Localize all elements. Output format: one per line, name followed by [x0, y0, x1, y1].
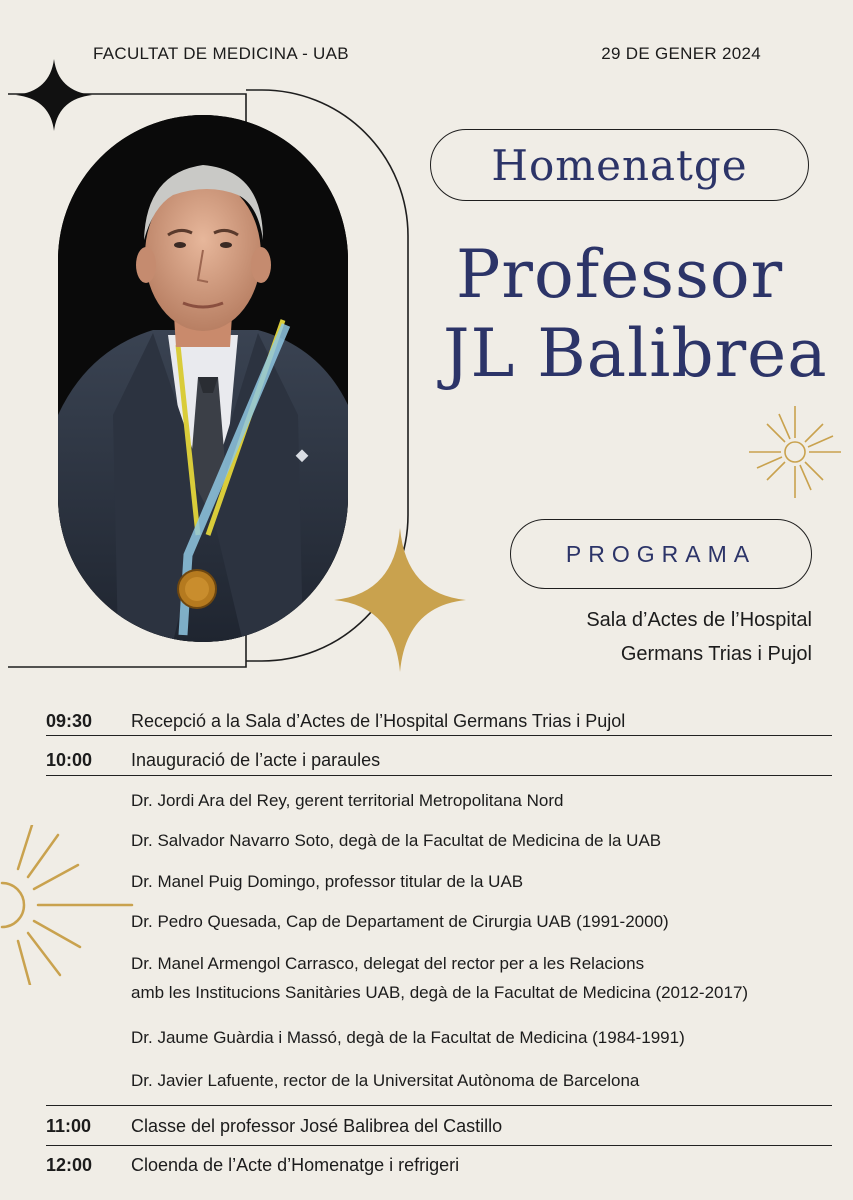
divider	[46, 1145, 832, 1146]
sun-burst-icon	[745, 402, 845, 502]
speaker-line: Dr. Pedro Quesada, Cap de Departament de Cirurgia UAB (1991-2000)	[131, 912, 669, 931]
schedule-time: 10:00	[46, 750, 93, 770]
schedule-time: 09:30	[46, 711, 93, 731]
speaker-line: Dr. Salvador Navarro Soto, degà de la Facultat de Medicina de la UAB	[131, 831, 662, 850]
schedule-time: 11:00	[46, 1116, 92, 1136]
speaker-line: Dr. Jaume Guàrdia i Massó, degà de la Facultat de Medicina (1984-1991)	[131, 1028, 685, 1047]
homage-label: Homenatge	[491, 140, 748, 190]
program-label: PROGRAMA	[565, 540, 757, 567]
title-line-2: JL Balibrea	[443, 315, 828, 392]
half-sun-icon	[0, 825, 140, 985]
speaker-line: Dr. Manel Armengol Carrasco, delegat del rector per a les Relacions	[131, 954, 645, 973]
schedule-event: Inauguració de l’acte i paraules	[131, 750, 381, 770]
speaker-line: Dr. Manel Puig Domingo, professor titular de la UAB	[131, 872, 524, 891]
speaker-line: amb les Institucions Sanitàries UAB, degà de la Facultat de Medicina (2012-2017)	[131, 983, 749, 1002]
program-badge	[510, 519, 812, 589]
title-line-1: Professor	[456, 236, 784, 313]
homage-badge	[430, 129, 809, 201]
divider	[46, 775, 832, 776]
sparkle-star-icon	[14, 58, 94, 132]
divider	[46, 735, 832, 736]
speaker-line: Dr. Javier Lafuente, rector de la Universitat Autònoma de Barcelona	[131, 1071, 640, 1090]
schedule-time: 12:00	[46, 1155, 93, 1175]
schedule-event: Cloenda de l’Acte d’Homenatge i refrigeri	[131, 1155, 460, 1175]
venue-line-2: Germans Trias i Pujol	[620, 643, 812, 665]
portrait-photo	[58, 115, 348, 642]
divider	[46, 1105, 832, 1106]
event-date: 29 DE GENER 2024	[601, 44, 761, 63]
venue-line-1: Sala d’Actes de l’Hospital	[586, 609, 812, 631]
schedule-event: Recepció a la Sala d’Actes de l’Hospital Germans Trias i Pujol	[131, 711, 626, 731]
sparkle-star-icon	[330, 525, 470, 675]
faculty-name: FACULTAT DE MEDICINA - UAB	[93, 44, 349, 63]
speaker-line: Dr. Jordi Ara del Rey, gerent territorial Metropolitana Nord	[131, 791, 564, 810]
schedule-event: Classe del professor José Balibrea del Castillo	[131, 1116, 503, 1136]
